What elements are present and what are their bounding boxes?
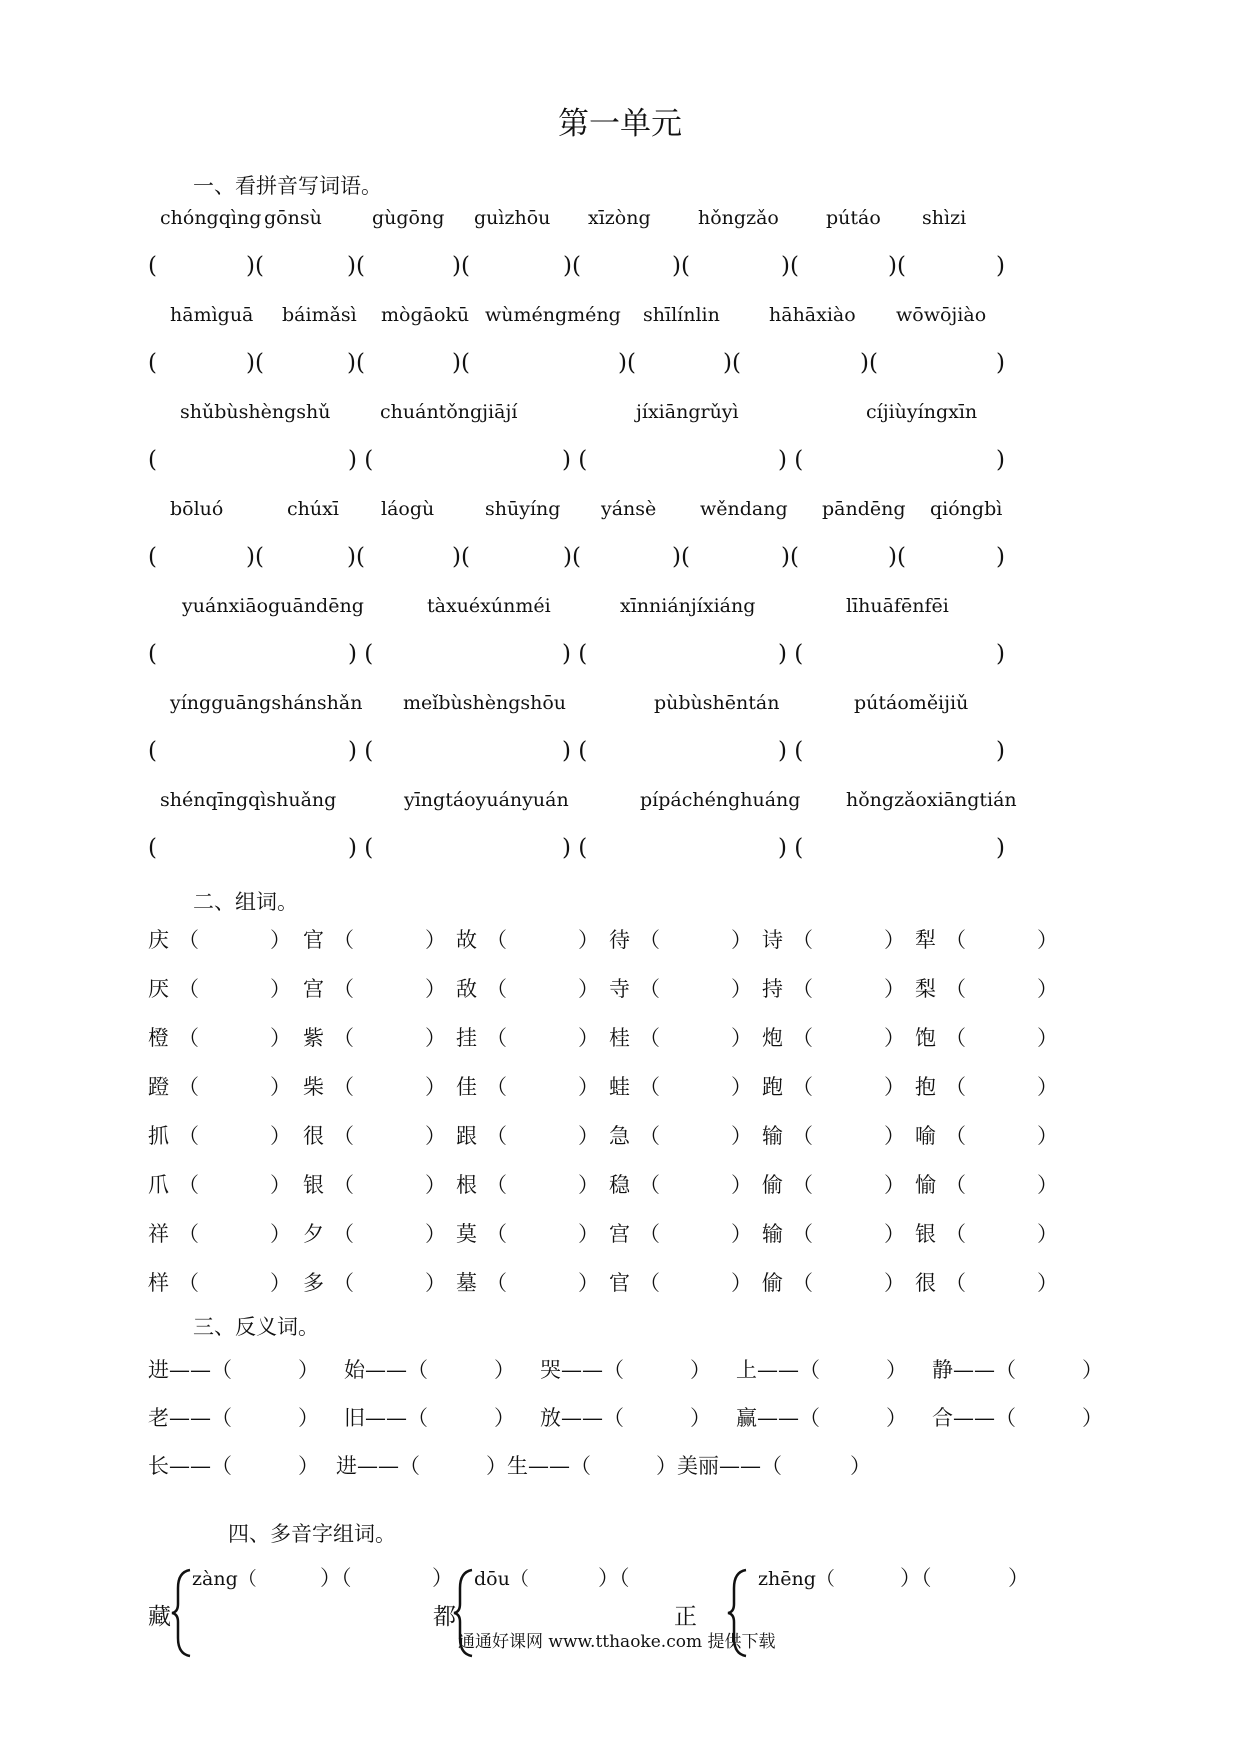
polyphone-char: 都 [433, 1604, 456, 1630]
grid-char: 稳 [609, 1173, 630, 1197]
answer-blank-close: ） [1037, 1026, 1058, 1050]
answer-blank[interactable]: （ [639, 928, 660, 952]
answer-blank[interactable]: （ [178, 1124, 199, 1148]
answer-blank[interactable]: （ [639, 1271, 660, 1295]
answer-blank-close: ） [425, 1271, 446, 1295]
grid-char: 墓 [456, 1271, 477, 1295]
answer-blank-close: ） [884, 1026, 905, 1050]
answer-blank[interactable]: （ [639, 1124, 660, 1148]
answer-blank[interactable]: （ [178, 928, 199, 952]
grid-char: 爪 [148, 1173, 169, 1197]
answer-blank[interactable]: （ [792, 1124, 813, 1148]
answer-blank[interactable]: （ [178, 1271, 199, 1295]
polyphone-blank: ）（ [900, 1566, 932, 1590]
grid-char: 梨 [915, 977, 936, 1001]
pinyin-word: láogù [381, 498, 435, 520]
answer-blank[interactable]: （ [333, 1075, 354, 1099]
grid-char: 跑 [762, 1075, 783, 1099]
antonym-item: ） [298, 1358, 319, 1382]
answer-blank-close: ） [884, 1271, 905, 1295]
answer-blank-close: ） [1037, 1173, 1058, 1197]
answer-blank-close: ） [270, 1173, 291, 1197]
pinyin-word: qióngbì [930, 498, 1003, 520]
polyphone-reading: dōu（ [474, 1568, 529, 1590]
answer-blank[interactable]: （ [486, 1124, 507, 1148]
answer-blank[interactable]: （ [792, 1222, 813, 1246]
grid-char: 挂 [456, 1026, 477, 1050]
pinyin-word: wěndang [700, 498, 788, 520]
answer-blank-close: ） [731, 1026, 752, 1050]
answer-blank[interactable]: （ [945, 1173, 966, 1197]
answer-blank[interactable]: （ [486, 977, 507, 1001]
pinyin-row [0, 789, 1240, 819]
brace-icon [170, 1568, 194, 1658]
answer-blank[interactable]: （ [178, 977, 199, 1001]
grid-char: 待 [609, 928, 630, 952]
antonym-item: ） [494, 1406, 515, 1430]
pinyin-word: chuántǒngjiājí [380, 401, 518, 423]
grid-char: 夕 [303, 1222, 324, 1246]
antonym-item[interactable]: 赢——（ [736, 1406, 820, 1430]
grid-char: 偷 [762, 1173, 783, 1197]
grid-char: 多 [303, 1271, 324, 1295]
answer-blank[interactable]: )( [246, 253, 264, 279]
answer-blank[interactable]: （ [792, 1271, 813, 1295]
answer-blank[interactable]: （ [945, 1026, 966, 1050]
pinyin-word: pútáoměijiǔ [854, 692, 969, 714]
answer-blank[interactable]: （ [945, 977, 966, 1001]
answer-blank[interactable]: ( [148, 447, 157, 473]
answer-blank-close: ） [425, 1075, 446, 1099]
answer-blank[interactable]: ) ( [348, 835, 374, 861]
answer-blanks-row [148, 641, 1008, 675]
answer-blank[interactable]: （ [639, 1026, 660, 1050]
answer-blank-close: ） [578, 1173, 599, 1197]
antonym-item: ） [690, 1358, 711, 1382]
answer-blank[interactable]: )( [618, 350, 636, 376]
antonym-item[interactable]: 上——（ [736, 1358, 820, 1382]
answer-blank[interactable]: ) ( [778, 835, 804, 861]
grid-char: 敌 [456, 977, 477, 1001]
answer-blank[interactable]: （ [178, 1222, 199, 1246]
pinyin-word: yíngguāngshánshǎn [170, 692, 363, 714]
pinyin-word: hāhāxiào [769, 304, 856, 326]
answer-blank-close: ） [884, 928, 905, 952]
answer-blank[interactable]: （ [792, 1026, 813, 1050]
answer-blanks-row [148, 835, 1008, 869]
pinyin-word: pútáo [826, 207, 881, 229]
grid-char: 官 [303, 928, 324, 952]
answer-blank-close: ） [270, 1222, 291, 1246]
polyphone-blank: ）（ [598, 1566, 630, 1590]
grid-char: 莫 [456, 1222, 477, 1246]
answer-blank-close: ） [1037, 1075, 1058, 1099]
answer-blank[interactable]: ) ( [562, 641, 588, 667]
answer-blank[interactable]: （ [178, 1173, 199, 1197]
antonym-item: ） [690, 1406, 711, 1430]
answer-blank-close: ） [270, 1124, 291, 1148]
answer-blank[interactable]: ) ( [348, 738, 374, 764]
answer-blank-close: ） [270, 1026, 291, 1050]
answer-blank-close: ） [270, 1075, 291, 1099]
answer-blank-close: ） [1037, 1124, 1058, 1148]
answer-blank[interactable]: ) [996, 835, 1005, 861]
section2-heading: 二、组词。 [193, 890, 298, 914]
answer-blank[interactable]: )( [563, 544, 581, 570]
pinyin-word: guìzhōu [474, 207, 551, 229]
grid-char: 抓 [148, 1124, 169, 1148]
answer-blank-close: ） [1037, 928, 1058, 952]
grid-char: 寺 [609, 977, 630, 1001]
answer-blank[interactable]: （ [333, 1271, 354, 1295]
answer-blank[interactable]: )( [723, 350, 741, 376]
answer-blank[interactable]: ) [996, 641, 1005, 667]
answer-blank[interactable]: （ [333, 1026, 354, 1050]
pinyin-word: hāmìguā [170, 304, 254, 326]
grid-char: 犁 [915, 928, 936, 952]
pinyin-word: báimǎsì [282, 304, 357, 326]
answer-blank[interactable]: ) ( [562, 447, 588, 473]
answer-blank[interactable]: （ [486, 928, 507, 952]
antonym-item[interactable]: 合——（ [932, 1406, 1016, 1430]
grid-char: 持 [762, 977, 783, 1001]
pinyin-word: wùméngméng [485, 304, 621, 326]
grid-char: 故 [456, 928, 477, 952]
antonym-item[interactable]: 长——（ [148, 1454, 232, 1478]
answer-blank[interactable]: （ [792, 1173, 813, 1197]
answer-blank[interactable]: （ [792, 1075, 813, 1099]
pinyin-word: jíxiāngrǔyì [636, 401, 739, 423]
antonym-item: ） [1082, 1358, 1103, 1382]
answer-blank-close: ） [731, 928, 752, 952]
answer-blank[interactable]: )( [347, 253, 365, 279]
answer-blank-close: ） [578, 1124, 599, 1148]
answer-blank[interactable]: )( [246, 350, 264, 376]
answer-blank[interactable]: ) ( [778, 641, 804, 667]
pinyin-word: līhuāfēnfēi [846, 595, 949, 617]
answer-blank[interactable]: （ [333, 1124, 354, 1148]
polyphone-char: 藏 [148, 1604, 171, 1630]
pinyin-row [0, 498, 1240, 528]
answer-blank-close: ） [884, 977, 905, 1001]
polyphone-reading: zhēng（ [758, 1568, 835, 1590]
pinyin-word: chóngqìng [160, 207, 262, 229]
section3-heading: 三、反义词。 [193, 1315, 319, 1339]
answer-blank-close: ） [1037, 977, 1058, 1001]
pinyin-word: shǔbùshèngshǔ [180, 401, 331, 423]
answer-blank[interactable]: )( [781, 253, 799, 279]
polyphone-char: 正 [674, 1604, 697, 1630]
answer-blank-close: ） [731, 1271, 752, 1295]
grid-char: 橙 [148, 1026, 169, 1050]
answer-blank[interactable]: （ [945, 1222, 966, 1246]
answer-blank-close: ） [270, 1271, 291, 1295]
grid-char: 炮 [762, 1026, 783, 1050]
answer-blank[interactable]: )( [246, 544, 264, 570]
answer-blank[interactable]: ) ( [562, 835, 588, 861]
answer-blank-close: ） [731, 977, 752, 1001]
grid-char: 跟 [456, 1124, 477, 1148]
antonym-item[interactable]: 放——（ [540, 1406, 624, 1430]
answer-blank[interactable]: )( [860, 350, 878, 376]
answer-blank-close: ） [425, 928, 446, 952]
answer-blank-close: ） [731, 1173, 752, 1197]
grid-char: 饱 [915, 1026, 936, 1050]
grid-char: 宫 [609, 1222, 630, 1246]
answer-blank-close: ） [425, 1173, 446, 1197]
grid-char: 输 [762, 1124, 783, 1148]
pinyin-row [0, 692, 1240, 722]
antonym-item: ） [886, 1406, 907, 1430]
antonym-item: ） [298, 1406, 319, 1430]
pinyin-word: hǒngzǎo [698, 207, 779, 229]
antonym-item: ） [850, 1454, 871, 1478]
pinyin-word: chúxī [287, 498, 339, 520]
answer-blank-close: ） [578, 977, 599, 1001]
answer-blank[interactable]: ) ( [562, 738, 588, 764]
answer-blank[interactable]: （ [639, 1173, 660, 1197]
answer-blank[interactable]: （ [792, 977, 813, 1001]
answer-blank[interactable]: （ [945, 1271, 966, 1295]
answer-blank[interactable]: ( [148, 350, 157, 376]
answer-blank[interactable]: ) [996, 447, 1005, 473]
answer-blank[interactable]: )( [452, 253, 470, 279]
pinyin-word: pùbùshēntán [654, 692, 780, 714]
answer-blank[interactable]: ( [148, 641, 157, 667]
grid-char: 抱 [915, 1075, 936, 1099]
answer-blank[interactable]: （ [486, 1075, 507, 1099]
antonym-item[interactable]: ）美丽——（ [656, 1454, 782, 1478]
pinyin-word: yīngtáoyuányuán [404, 789, 569, 811]
answer-blank[interactable]: （ [178, 1075, 199, 1099]
antonym-item[interactable]: 进——（ [336, 1454, 420, 1478]
answer-blank-close: ） [270, 928, 291, 952]
pinyin-row [0, 401, 1240, 431]
answer-blank-close: ） [578, 1075, 599, 1099]
grid-char: 官 [609, 1271, 630, 1295]
answer-blank[interactable]: （ [178, 1026, 199, 1050]
answer-blank[interactable]: （ [945, 1075, 966, 1099]
answer-blank-close: ） [425, 1222, 446, 1246]
pinyin-word: cíjiùyíngxīn [866, 401, 978, 423]
answer-blank-close: ） [425, 1026, 446, 1050]
grid-char: 桂 [609, 1026, 630, 1050]
grid-char: 祥 [148, 1222, 169, 1246]
answer-blank[interactable]: （ [333, 1222, 354, 1246]
grid-char: 蹬 [148, 1075, 169, 1099]
grid-char: 急 [609, 1124, 630, 1148]
pinyin-word: mògāokū [381, 304, 470, 326]
grid-char: 厌 [148, 977, 169, 1001]
answer-blanks-row [148, 253, 1008, 287]
answer-blank[interactable]: ( [148, 253, 157, 279]
pinyin-word: shénqīngqìshuǎng [160, 789, 337, 811]
answer-blank[interactable]: （ [486, 1222, 507, 1246]
answer-blank-close: ） [578, 1026, 599, 1050]
answer-blank[interactable]: )( [888, 544, 906, 570]
section4-heading: 四、多音字组词。 [228, 1522, 396, 1546]
answer-blank-close: ） [578, 1271, 599, 1295]
answer-blank-close: ） [425, 977, 446, 1001]
footer-text: 通通好课网 www.tthaoke.com 提供下载 [458, 1632, 776, 1652]
answer-blank[interactable]: )( [781, 544, 799, 570]
answer-blank[interactable]: （ [945, 928, 966, 952]
answer-blank[interactable]: （ [333, 928, 354, 952]
grid-char: 输 [762, 1222, 783, 1246]
answer-blanks-row [148, 738, 1008, 772]
pinyin-word: tàxuéxúnméi [427, 595, 551, 617]
antonym-item: ） [298, 1454, 319, 1478]
answer-blank-close: ） [578, 928, 599, 952]
section1-heading: 一、看拼音写词语。 [193, 174, 382, 198]
answer-blank[interactable]: ( [148, 738, 157, 764]
answer-blank[interactable]: （ [486, 1271, 507, 1295]
answer-blank[interactable]: )( [452, 544, 470, 570]
grid-char: 银 [915, 1222, 936, 1246]
grid-char: 根 [456, 1173, 477, 1197]
answer-blank[interactable]: （ [486, 1173, 507, 1197]
answer-blank[interactable]: ) ( [348, 447, 374, 473]
antonym-item[interactable]: 始——（ [344, 1358, 428, 1382]
polyphone-reading: zàng（ [192, 1568, 257, 1590]
pinyin-word: hǒngzǎoxiāngtián [846, 789, 1017, 811]
page-title: 第一单元 [558, 106, 682, 142]
answer-blank-close: ） [731, 1124, 752, 1148]
answer-blank-close: ） [884, 1075, 905, 1099]
pinyin-word: shūyíng [485, 498, 561, 520]
antonym-item: ） [1082, 1406, 1103, 1430]
pinyin-word: gōnsù [264, 207, 322, 229]
answer-blank[interactable]: )( [347, 544, 365, 570]
grid-char: 宫 [303, 977, 324, 1001]
pinyin-word: bōluó [170, 498, 224, 520]
grid-char: 样 [148, 1271, 169, 1295]
answer-blank-close: ） [1037, 1222, 1058, 1246]
answer-blank[interactable]: ) ( [778, 738, 804, 764]
antonym-item: ） [494, 1358, 515, 1382]
answer-blank[interactable]: （ [333, 977, 354, 1001]
answer-blank[interactable]: ( [148, 835, 157, 861]
pinyin-row [0, 595, 1240, 625]
grid-char: 蛙 [609, 1075, 630, 1099]
grid-char: 佳 [456, 1075, 477, 1099]
pinyin-word: wōwōjiào [896, 304, 987, 326]
grid-char: 很 [303, 1124, 324, 1148]
answer-blank-close: ） [884, 1173, 905, 1197]
answer-blank-close: ） [1037, 1271, 1058, 1295]
pinyin-word: gùgōng [372, 207, 445, 229]
answer-blank[interactable]: )( [563, 253, 581, 279]
pinyin-word: xīzòng [588, 207, 651, 229]
answer-blank[interactable]: （ [639, 1075, 660, 1099]
answer-blank[interactable]: ) [996, 738, 1005, 764]
answer-blank[interactable]: ) [996, 350, 1005, 376]
answer-blank-close: ） [884, 1222, 905, 1246]
answer-blank[interactable]: )( [452, 350, 470, 376]
answer-blank[interactable]: ) [996, 253, 1005, 279]
answer-blank[interactable]: （ [486, 1026, 507, 1050]
answer-blank-close: ） [884, 1124, 905, 1148]
answer-blank[interactable]: （ [945, 1124, 966, 1148]
answer-blank[interactable]: ) ( [778, 447, 804, 473]
answer-blank[interactable]: ( [148, 544, 157, 570]
answer-blank-close: ） [425, 1124, 446, 1148]
answer-blank[interactable]: )( [672, 253, 690, 279]
answer-blank[interactable]: （ [639, 977, 660, 1001]
antonym-item[interactable]: 旧——（ [344, 1406, 428, 1430]
pinyin-word: yuánxiāoguāndēng [182, 595, 364, 617]
answer-blanks-row [148, 350, 1008, 384]
answer-blank[interactable]: ) [996, 544, 1005, 570]
grid-char: 喻 [915, 1124, 936, 1148]
pinyin-word: pípáchénghuáng [640, 789, 801, 811]
answer-blank[interactable]: （ [333, 1173, 354, 1197]
answer-blank[interactable]: )( [888, 253, 906, 279]
pinyin-word: xīnniánjíxiáng [620, 595, 756, 617]
antonym-item[interactable]: 老——（ [148, 1406, 232, 1430]
grid-char: 柴 [303, 1075, 324, 1099]
answer-blank-close: ） [731, 1075, 752, 1099]
answer-blank-close: ） [270, 977, 291, 1001]
answer-blank-close: ） [731, 1222, 752, 1246]
pinyin-row [0, 207, 1240, 237]
grid-char: 很 [915, 1271, 936, 1295]
pinyin-word: pāndēng [822, 498, 906, 520]
grid-char: 诗 [762, 928, 783, 952]
grid-char: 庆 [148, 928, 169, 952]
pinyin-word: shīlínlin [643, 304, 720, 326]
grid-char: 偷 [762, 1271, 783, 1295]
pinyin-row [0, 304, 1240, 334]
answer-blank[interactable]: ) ( [348, 641, 374, 667]
polyphone-blank: ） [1008, 1566, 1029, 1590]
pinyin-word: yánsè [601, 498, 657, 520]
answer-blanks-row [148, 447, 1008, 481]
answer-blank[interactable]: （ [792, 928, 813, 952]
answer-blank-close: ） [578, 1222, 599, 1246]
antonym-item: ） [886, 1358, 907, 1382]
answer-blanks-row [148, 544, 1008, 578]
grid-char: 愉 [915, 1173, 936, 1197]
answer-blank[interactable]: )( [672, 544, 690, 570]
pinyin-word: shìzi [922, 207, 967, 229]
polyphone-blank: ） [432, 1566, 453, 1590]
antonym-item[interactable]: 哭——（ [540, 1358, 624, 1382]
antonym-item[interactable]: 进——（ [148, 1358, 232, 1382]
answer-blank[interactable]: )( [347, 350, 365, 376]
antonym-item[interactable]: ）生——（ [486, 1454, 591, 1478]
answer-blank[interactable]: （ [639, 1222, 660, 1246]
antonym-item[interactable]: 静——（ [932, 1358, 1016, 1382]
grid-char: 紫 [303, 1026, 324, 1050]
polyphone-blank: ）（ [320, 1566, 352, 1590]
pinyin-word: meǐbùshèngshōu [403, 692, 567, 714]
grid-char: 银 [303, 1173, 324, 1197]
